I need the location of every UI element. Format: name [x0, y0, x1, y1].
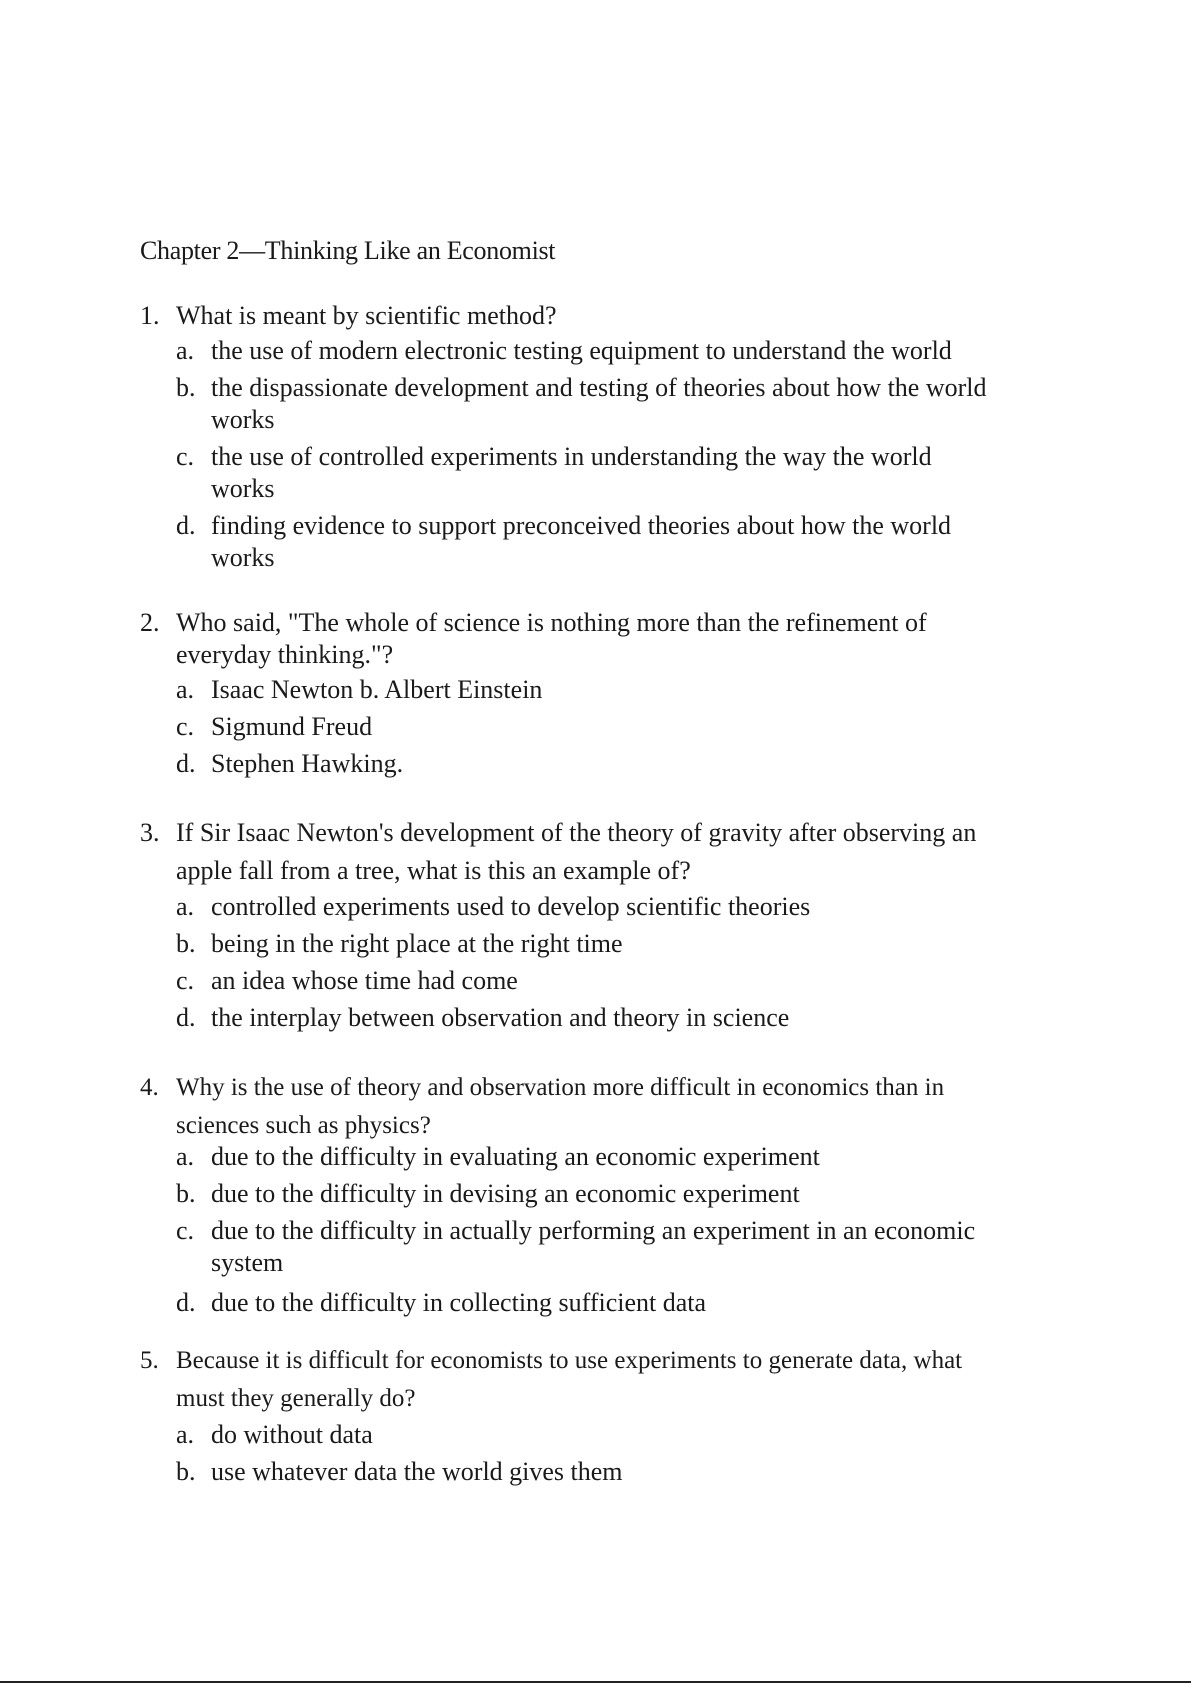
option-letter: b.	[176, 929, 196, 958]
option-text	[211, 441, 1040, 505]
option-text-line: Sigmund Freud	[211, 712, 373, 741]
option-text-line: the use of controlled experiments in understanding the way the world	[211, 442, 932, 471]
option-text-line: Isaac Newton b. Albert Einstein	[211, 675, 543, 704]
option-text	[211, 748, 1040, 780]
option-text-line: finding evidence to support preconceived theories about how the world	[211, 511, 952, 540]
option-b	[176, 372, 1040, 436]
option-text-line: use whatever data the world gives them	[211, 1457, 623, 1486]
question-5	[140, 1342, 1040, 1488]
option-letter: d.	[176, 749, 196, 778]
option-a	[176, 335, 1040, 367]
page-bottom-rule	[0, 1681, 1191, 1683]
question-text-line: must they generally do?	[176, 1385, 416, 1412]
option-letter: a.	[176, 1420, 195, 1449]
question-number: 4.	[140, 1074, 159, 1101]
option-text-line: Stephen Hawking.	[211, 749, 404, 778]
option-text	[211, 1002, 1040, 1034]
option-text-line: the use of modern electronic testing equipment to understand the world	[211, 336, 952, 365]
option-d	[176, 1002, 1040, 1034]
option-text-line: works	[211, 543, 275, 572]
option-c	[176, 441, 1040, 505]
option-d	[176, 510, 1040, 574]
option-text-line: works	[211, 405, 275, 434]
option-letter: d.	[176, 511, 196, 540]
option-c	[176, 965, 1040, 997]
option-text-line: the interplay between observation and theory in science	[211, 1003, 790, 1032]
option-text	[211, 1215, 1040, 1279]
option-a	[176, 674, 1040, 706]
option-b	[176, 1456, 1040, 1488]
option-a	[176, 891, 1040, 923]
question-1	[140, 300, 1040, 574]
option-text	[211, 335, 1040, 367]
question-2	[140, 607, 1040, 780]
question-number: 3.	[140, 818, 160, 847]
question-text	[176, 1069, 1040, 1145]
question-text-line: apple fall from a tree, what is this an example of?	[176, 856, 691, 885]
question-text-line: sciences such as physics?	[176, 1112, 431, 1139]
option-text-line: due to the difficulty in collecting sufficient data	[211, 1288, 707, 1317]
option-letter: b.	[176, 1179, 196, 1208]
option-text	[211, 1178, 1040, 1210]
option-text-line: an idea whose time had come	[211, 966, 518, 995]
question-text-line: Why is the use of theory and observation more difficult in economics than in	[176, 1074, 945, 1101]
question-text	[176, 1342, 1040, 1418]
question-text-line: Who said, "The whole of science is nothing more than the refinement of	[176, 608, 927, 637]
question-number: 2.	[140, 608, 160, 637]
option-c	[176, 1215, 1040, 1279]
option-text	[211, 1287, 1040, 1319]
option-letter: d.	[176, 1288, 196, 1317]
option-text-line: the dispassionate development and testing of theories about how the world	[211, 373, 987, 402]
option-text-line: due to the difficulty in evaluating an economic experiment	[211, 1142, 820, 1171]
option-letter: b.	[176, 373, 196, 402]
question-text	[176, 814, 1040, 890]
option-text-line: system	[211, 1248, 284, 1277]
option-text	[211, 1141, 1040, 1173]
question-text-line: What is meant by scientific method?	[176, 301, 557, 330]
option-letter: c.	[176, 712, 195, 741]
question-text-line: Because it is difficult for economists to use experiments to generate data, what	[176, 1347, 963, 1374]
question-3	[140, 814, 1040, 1034]
option-text	[211, 674, 1040, 706]
question-4	[140, 1069, 1040, 1319]
option-letter: a.	[176, 336, 195, 365]
chapter-title: Chapter 2—Thinking Like an Economist	[140, 236, 556, 265]
option-letter: a.	[176, 675, 195, 704]
option-a	[176, 1419, 1040, 1451]
question-text	[176, 607, 1040, 671]
option-b	[176, 1178, 1040, 1210]
question-text-line: everyday thinking."?	[176, 640, 394, 669]
option-text	[211, 510, 1040, 574]
option-text-line: works	[211, 474, 275, 503]
option-letter: d.	[176, 1003, 196, 1032]
question-number: 5.	[140, 1347, 159, 1374]
option-letter: c.	[176, 966, 195, 995]
option-letter: c.	[176, 442, 195, 471]
option-text	[211, 1419, 1040, 1451]
option-letter: c.	[176, 1216, 195, 1245]
question-number: 1.	[140, 301, 160, 330]
option-letter: a.	[176, 892, 195, 921]
option-text-line: do without data	[211, 1420, 373, 1449]
option-text	[211, 711, 1040, 743]
question-text-line: If Sir Isaac Newton's development of the theory of gravity after observing an	[176, 818, 977, 847]
option-b	[176, 928, 1040, 960]
option-text-line: due to the difficulty in actually performing an experiment in an economic	[211, 1216, 976, 1245]
option-text	[211, 928, 1040, 960]
option-text-line: due to the difficulty in devising an economic experiment	[211, 1179, 800, 1208]
option-text	[211, 1456, 1040, 1488]
option-d	[176, 1287, 1040, 1319]
option-d	[176, 748, 1040, 780]
option-letter: a.	[176, 1142, 195, 1171]
option-text-line: controlled experiments used to develop scientific theories	[211, 892, 811, 921]
option-c	[176, 711, 1040, 743]
option-text	[211, 372, 1040, 436]
option-text-line: being in the right place at the right time	[211, 929, 623, 958]
option-letter: b.	[176, 1457, 196, 1486]
option-text	[211, 891, 1040, 923]
option-text	[211, 965, 1040, 997]
option-a	[176, 1141, 1040, 1173]
question-text	[176, 300, 1040, 332]
